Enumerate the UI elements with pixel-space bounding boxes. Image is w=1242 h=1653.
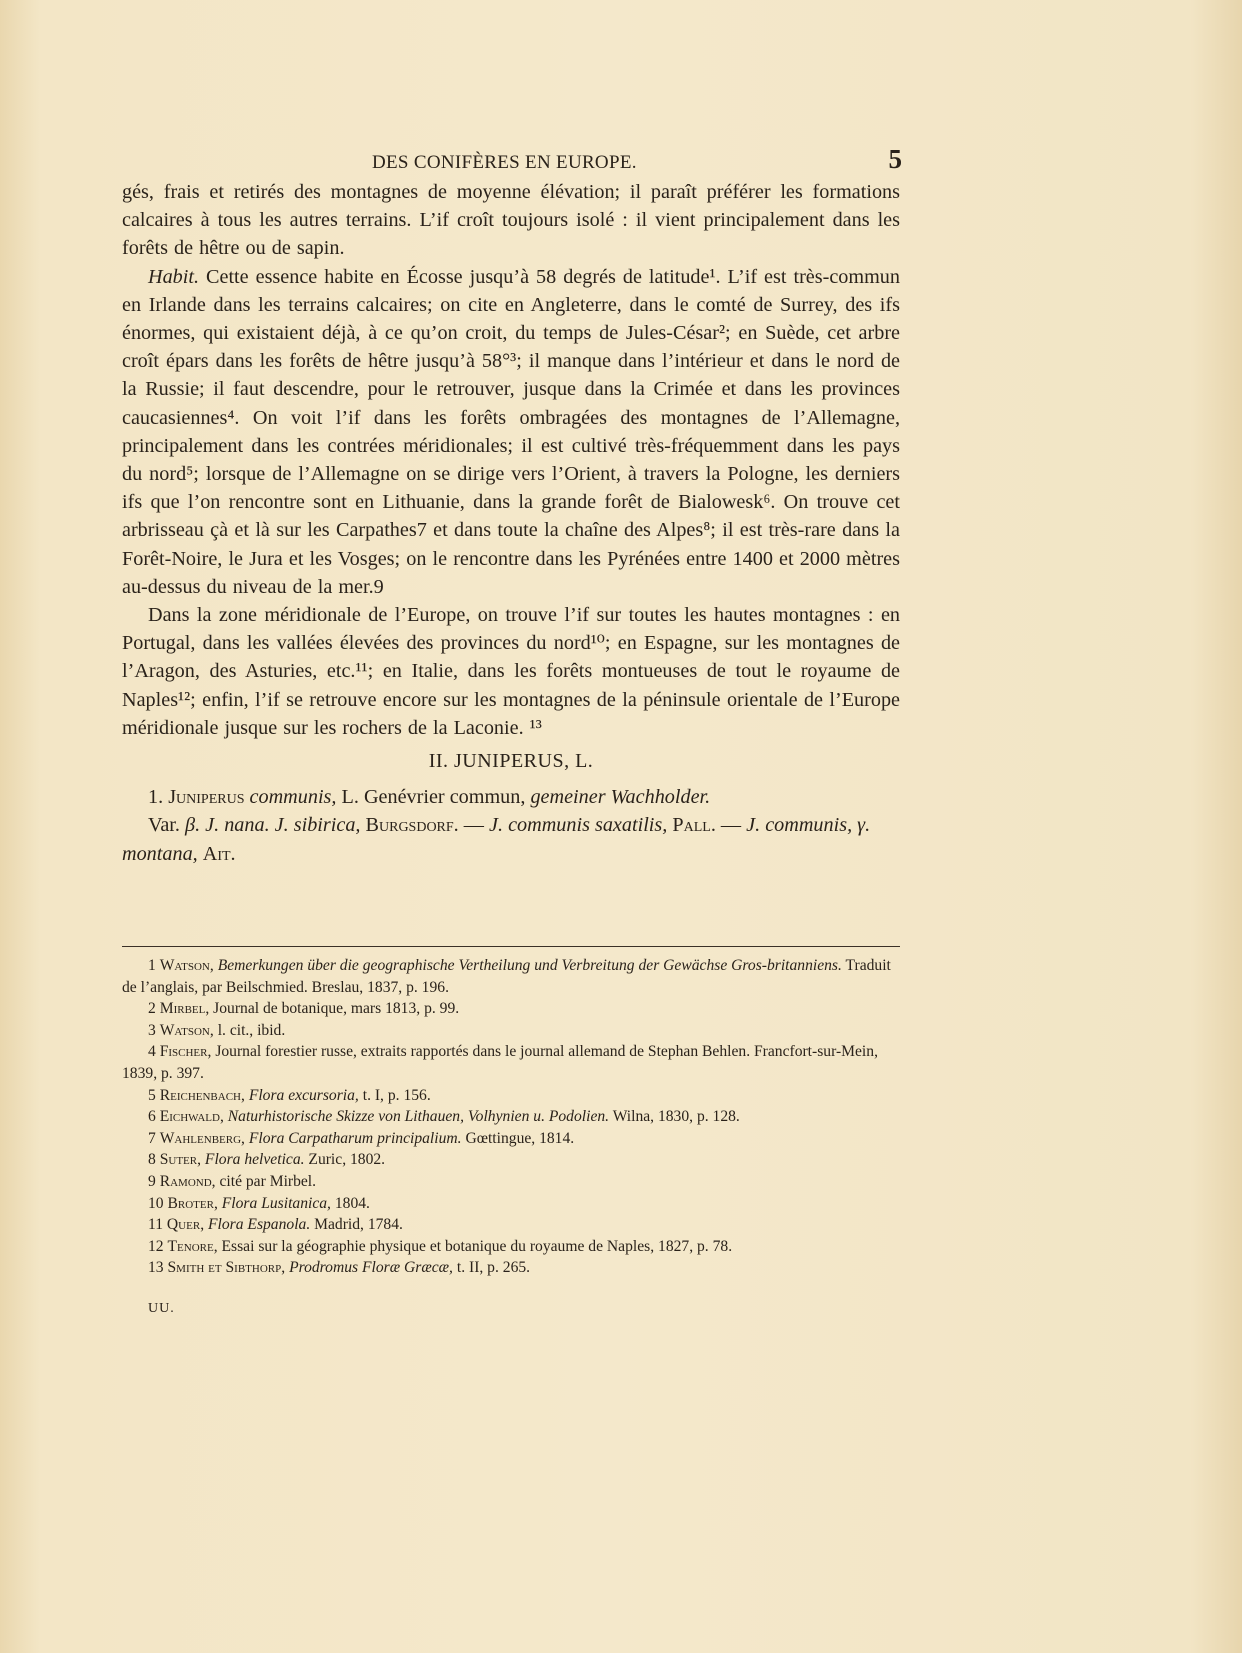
footnote: 1 Watson, Bemerkungen über die geographische Vertheilung und Verbreitung der Gewächse Gros-britanniens. Traduit de l’anglais, par Beilschmied. Breslau, 1837, p. 196. (122, 957, 891, 996)
varieties (122, 811, 900, 868)
page-number: 5 (888, 144, 902, 174)
paragraph-text: Cette essence habite en Écosse jusqu’à 58 degrés de latitude¹. L’if est très-commun en Irlande dans les terrains calcaires; on cite en Angleterre, dans le comté de Surrey, des ifs énormes, qui existaient déjà, à ce qu’on croit, du temps de Jules-César²; en Suède, cet arbre croît épars dans les forêts de hêtre jusqu’à 58°³; il manque dans l’intérieur et dans le nord de la Russie; il faut descendre, pour le retrouver, jusque dans la Crimée et dans les provinces caucasiennes⁴. On voit l’if dans les forêts ombragées des montagnes de l’Allemagne, principalement dans les contrées méridionales; il est cultivé très-fréquemment dans les pays du nord⁵; lorsque de l’Allemagne on se dirige vers l’Orient, à travers la Pologne, les derniers ifs que l’on rencontre sont en Lithuanie, dans la grande forêt de Bialowesk⁶. On trouve cet arbrisseau çà et là sur les Carpathes7 et dans toute la chaîne des Alpes⁸; il est très-rare dans la Forêt-Noire, le Jura et les Vosges; on le rencontre dans les Pyrénées entre 1400 et 2000 mètres au-dessus du niveau de la mer.9 (122, 265, 900, 598)
footnote-rule (122, 946, 900, 947)
main-text (122, 178, 900, 868)
var-beta: β. J. nana. J. sibirica, (185, 814, 361, 837)
var-author: Burgsdorf. (365, 814, 459, 837)
footnote: 11 Quer, Flora Espanola. Madrid, 1784. (148, 1216, 403, 1234)
paragraph-habitat (122, 263, 900, 601)
footnote: 12 Tenore, Essai sur la géographie physique et botanique du royaume de Naples, 1827, p. 78. (148, 1237, 733, 1255)
footnote: 3 Watson, l. cit., ibid. (148, 1021, 286, 1039)
paragraph: gés, frais et retirés des montagnes de moyenne élévation; il paraît préférer les formations calcaires à tous les autres terrains. L’if croît toujours isolé : il vient principalement dans les forêts de hêtre ou de sapin. (122, 181, 900, 260)
var-dash: — (720, 814, 742, 837)
footnote: 8 Suter, Flora helvetica. Zuric, 1802. (148, 1151, 386, 1169)
species-common-name: L. Genévrier commun, (341, 786, 526, 809)
species-epithet: communis, (249, 786, 337, 809)
var-dash: — (463, 814, 484, 837)
footnote: 4 Fischer, Journal forestier russe, extraits rapportés dans le journal allemand de Stephan Behlen. Francfort-sur-Mein, 1839, p. 397. (122, 1043, 878, 1082)
species-german-name: gemeiner Wachholder. (530, 786, 711, 809)
var-author: Pall. (672, 814, 716, 837)
footnote: 5 Reichenbach, Flora excursoria, t. I, p. 156. (148, 1086, 431, 1104)
var-gamma: J. communis, γ. montana, (122, 814, 871, 865)
signature-mark: UU. (148, 1301, 175, 1316)
footnote: 10 Broter, Flora Lusitanica, 1804. (148, 1194, 370, 1212)
footnote: 7 Wahlenberg, Flora Carpatharum principalium. Gœttingue, 1814. (148, 1129, 575, 1147)
species-heading (122, 783, 900, 811)
section-title: II. JUNIPERUS, L. (428, 750, 594, 773)
var-saxatilis: J. communis saxatilis, (489, 814, 668, 837)
species-genus: Juniperus (168, 786, 245, 809)
habitat-label: Habit. (148, 265, 200, 288)
footnote: 2 Mirbel, Journal de botanique, mars 1813, p. 99. (148, 1000, 460, 1018)
paragraph: Dans la zone méridionale de l’Europe, on trouve l’if sur toutes les hautes montagnes : en Portugal, dans les vallées élevées des provinces du nord¹⁰; en Espagne, sur les montagnes de l’Aragon, des Asturies, etc.¹¹; en Italie, dans les forêts montueuses de tout le royaume de Naples¹²; enfin, l’if se retrouve encore sur les montagnes de la péninsule orientale de l’Europe méridionale jusque sur les rochers de la Laconie. ¹³ (122, 604, 900, 739)
species-number: 1. (148, 786, 164, 809)
footnote: 13 Smith et Sibthorp, Prodromus Floræ Græcæ, t. II, p. 265. (148, 1259, 531, 1277)
footnote: 9 Ramond, cité par Mirbel. (148, 1172, 317, 1190)
footnote: 6 Eichwald, Naturhistorische Skizze von Lithauen, Volhynien u. Podolien. Wilna, 1830, p. 128. (148, 1108, 740, 1126)
footnotes (122, 955, 900, 1279)
running-head: DES CONIFÈRES EN EUROPE. (372, 152, 637, 173)
page-header (122, 144, 902, 176)
var-author: Ait. (202, 842, 236, 865)
var-label: Var. (148, 814, 180, 837)
